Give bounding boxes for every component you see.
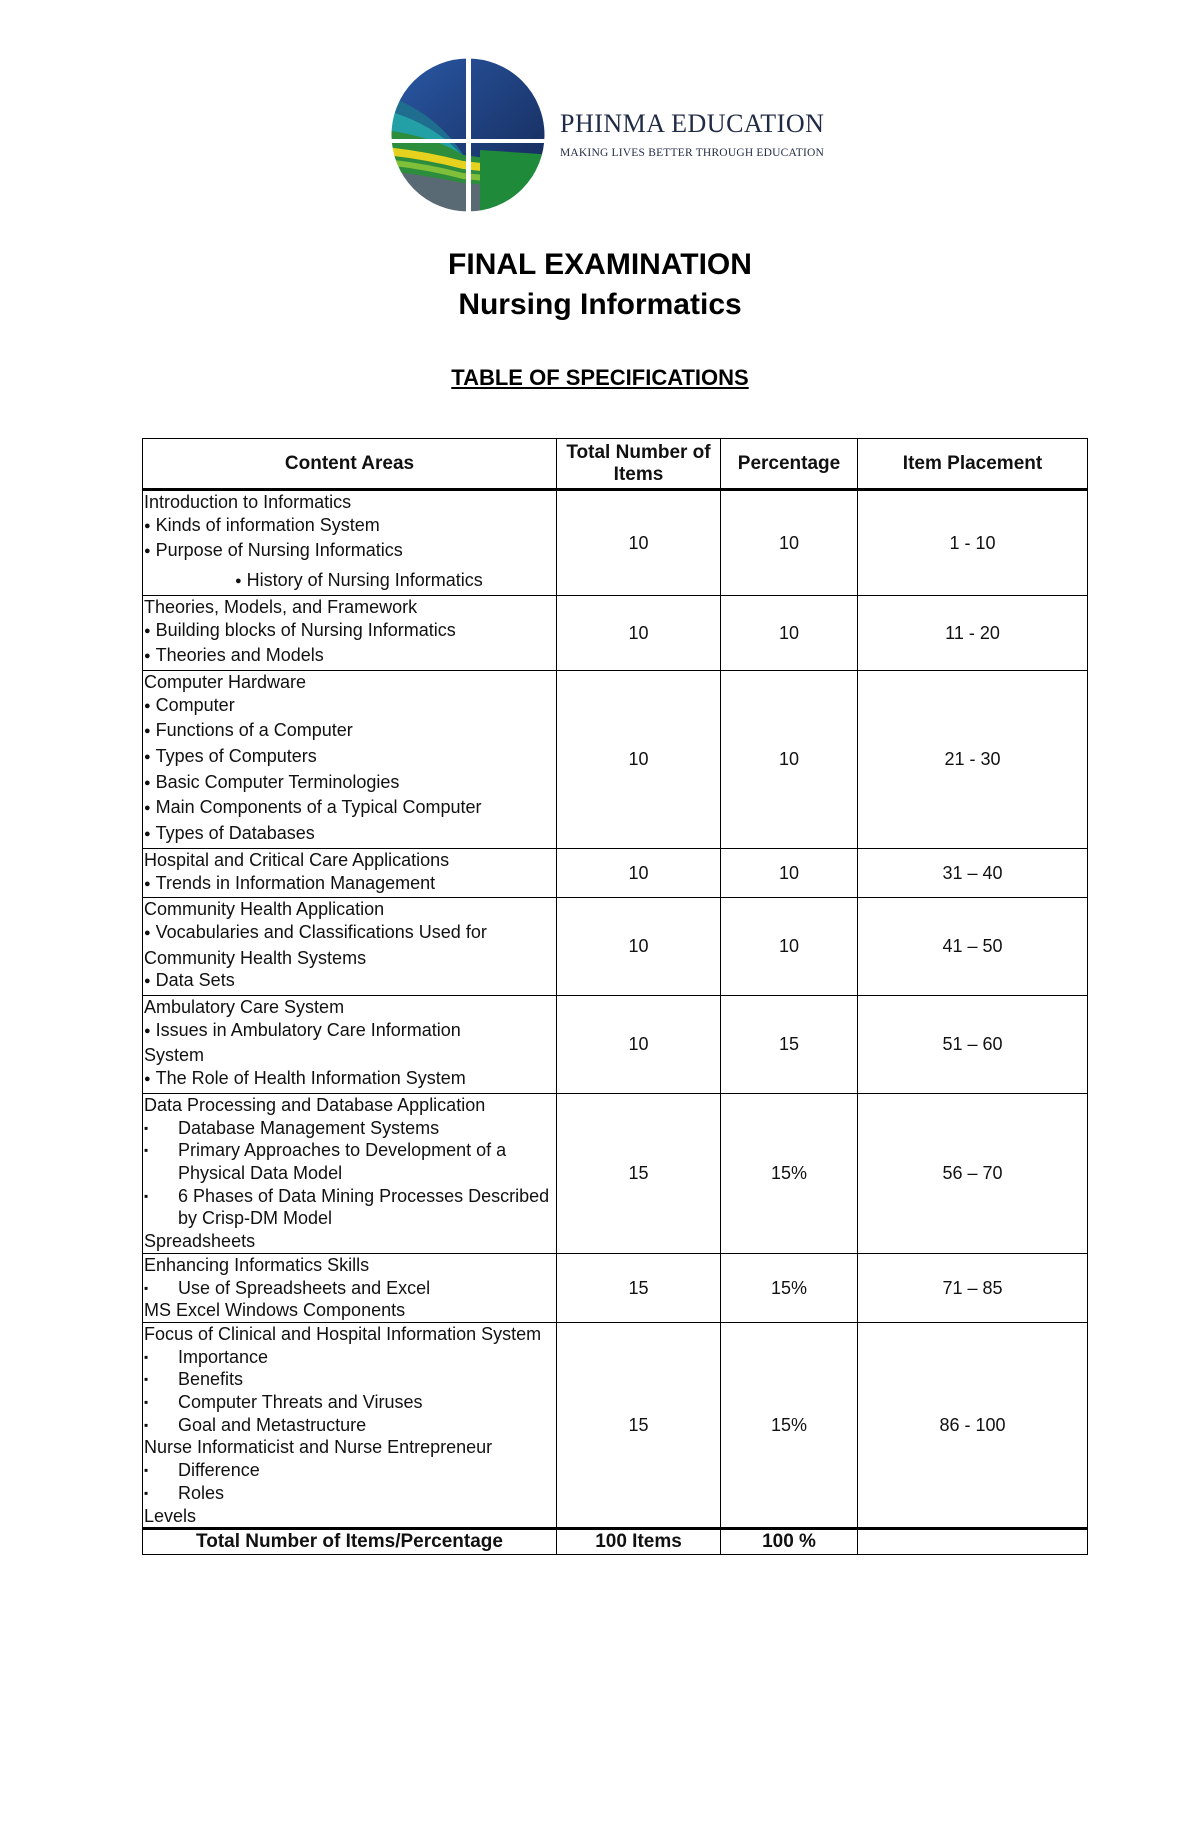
table-header-row — [143, 439, 1088, 490]
section-title: TABLE OF SPECIFICATIONS — [451, 365, 749, 390]
items-cell: 10 — [557, 848, 721, 897]
topic-heading: MS Excel Windows Components — [144, 1300, 406, 1321]
placement-cell: 71 – 85 — [858, 1253, 1088, 1322]
table-row — [143, 1093, 1088, 1253]
placement-cell: 31 – 40 — [858, 848, 1088, 897]
content-areas-cell — [143, 1093, 557, 1253]
subtopic-item: ● Main Components of a Typical Computer — [144, 796, 555, 822]
content-areas-cell — [143, 670, 557, 848]
subtopic-item: ▪ Primary Approaches to Development of a Physical Data Model — [144, 1139, 555, 1184]
topic-heading: Hospital and Critical Care Applications — [144, 849, 450, 870]
percentage-cell: 15 — [721, 996, 858, 1094]
topic-heading: Theories, Models, and Framework — [144, 596, 418, 617]
total-items: 100 Items — [557, 1529, 721, 1555]
brand-name: PHINMA EDUCATION — [560, 109, 825, 138]
topic-heading: Community Health Application — [144, 899, 385, 920]
placement-cell: 56 – 70 — [858, 1093, 1088, 1253]
placement-cell: 21 - 30 — [858, 670, 1088, 848]
items-cell: 15 — [557, 1093, 721, 1253]
content-areas-cell — [143, 595, 557, 670]
content-areas-cell — [143, 1322, 557, 1528]
placement-cell: 51 – 60 — [858, 996, 1088, 1094]
subtopic-item: ▪ Use of Spreadsheets and Excel — [144, 1277, 555, 1300]
table-row — [143, 670, 1088, 848]
subtopic-item: ● Computer — [144, 694, 555, 720]
content-areas-cell — [143, 996, 557, 1094]
topic-heading: Data Processing and Database Application — [144, 1094, 486, 1115]
header-percentage: Percentage — [721, 439, 858, 490]
percentage-cell: 10 — [721, 898, 858, 996]
total-label: Total Number of Items/Percentage — [143, 1529, 557, 1555]
content-areas-cell — [143, 898, 557, 996]
subtopic-item: ▪ Importance — [144, 1346, 555, 1369]
items-cell: 10 — [557, 898, 721, 996]
items-cell: 15 — [557, 1322, 721, 1528]
header-content-areas: Content Areas — [143, 439, 557, 490]
table-row — [143, 848, 1088, 897]
subject-title: Nursing Informatics — [458, 288, 742, 321]
subtopic-item: ● Functions of a Computer — [144, 719, 555, 745]
subtopic-item: ▪ Roles — [144, 1482, 555, 1505]
percentage-cell: 10 — [721, 490, 858, 596]
total-percentage: 100 % — [721, 1529, 858, 1555]
placement-cell: 11 - 20 — [858, 595, 1088, 670]
placement-cell: 41 – 50 — [858, 898, 1088, 996]
subtopic-item: ▪ Benefits — [144, 1368, 555, 1391]
topic-heading: Computer Hardware — [144, 671, 307, 692]
table-row — [143, 595, 1088, 670]
subtopic-item: ▪ Database Management Systems — [144, 1117, 555, 1140]
items-cell: 10 — [557, 595, 721, 670]
total-row — [143, 1529, 1088, 1555]
items-cell: 15 — [557, 1253, 721, 1322]
percentage-cell: 10 — [721, 670, 858, 848]
placement-cell: 86 - 100 — [858, 1322, 1088, 1528]
topic-heading: Introduction to Informatics — [144, 492, 352, 512]
phinma-emblem-icon — [385, 55, 555, 215]
topic-heading: Spreadsheets — [144, 1231, 256, 1252]
subtopic-item: ● Theories and Models — [144, 644, 555, 670]
phinma-logo — [385, 55, 825, 215]
percentage-cell: 10 — [721, 848, 858, 897]
subtopic-item: ▪ 6 Phases of Data Mining Processes Described by Crisp-DM Model — [144, 1185, 555, 1230]
subtopic-item: ● Kinds of information System — [144, 514, 555, 540]
subtopic-item: ● The Role of Health Information System — [144, 1067, 555, 1093]
percentage-cell: 15% — [721, 1322, 858, 1528]
content-areas-cell — [143, 1253, 557, 1322]
subtopic-item: ● Purpose of Nursing Informatics — [144, 539, 555, 565]
topic-heading: Ambulatory Care System — [144, 997, 345, 1018]
subtopic-item: ● Issues in Ambulatory Care Information — [144, 1019, 555, 1045]
header-total-items: Total Number of Items — [557, 439, 721, 490]
specifications-table — [142, 438, 1088, 1555]
subtopic-item: ▪ Goal and Metastructure — [144, 1414, 555, 1437]
table-row — [143, 996, 1088, 1094]
subtopic-item: ● Types of Databases — [144, 822, 555, 848]
items-cell: 10 — [557, 996, 721, 1094]
subtopic-item: ● Trends in Information Management — [144, 872, 555, 898]
subtopic-item: ▪ Computer Threats and Viruses — [144, 1391, 555, 1414]
topic-heading: Levels — [144, 1505, 197, 1526]
percentage-cell: 15% — [721, 1253, 858, 1322]
items-cell: 10 — [557, 490, 721, 596]
placement-cell: 1 - 10 — [858, 490, 1088, 596]
table-row — [143, 490, 1088, 596]
subtopic-item: ● Vocabularies and Classifications Used for — [144, 921, 555, 947]
table-row — [143, 1322, 1088, 1528]
content-areas-cell — [143, 848, 557, 897]
total-placement — [858, 1529, 1088, 1555]
topic-heading: Focus of Clinical and Hospital Information System — [144, 1323, 542, 1344]
exam-title: FINAL EXAMINATION — [448, 248, 752, 281]
header-item-placement: Item Placement — [858, 439, 1088, 490]
topic-heading: Enhancing Informatics Skills — [144, 1254, 370, 1275]
subtopic-item: ● Basic Computer Terminologies — [144, 771, 555, 797]
subtopic-item: ● Data Sets — [144, 969, 555, 995]
items-cell: 10 — [557, 670, 721, 848]
subtopic-item: ● Building blocks of Nursing Informatics — [144, 619, 555, 645]
percentage-cell: 15% — [721, 1093, 858, 1253]
subtopic-continuation: Community Health Systems — [144, 947, 367, 968]
table-row — [143, 1253, 1088, 1322]
percentage-cell: 10 — [721, 595, 858, 670]
brand-tagline: MAKING LIVES BETTER THROUGH EDUCATION — [560, 147, 825, 159]
content-areas-cell — [143, 490, 557, 596]
subtopic-item: ● History of Nursing Informatics — [144, 569, 555, 595]
table-row — [143, 898, 1088, 996]
topic-heading: Nurse Informaticist and Nurse Entrepreneur — [144, 1437, 493, 1458]
subtopic-continuation: System — [144, 1045, 205, 1066]
subtopic-item: ● Types of Computers — [144, 745, 555, 771]
subtopic-item: ▪ Difference — [144, 1459, 555, 1482]
